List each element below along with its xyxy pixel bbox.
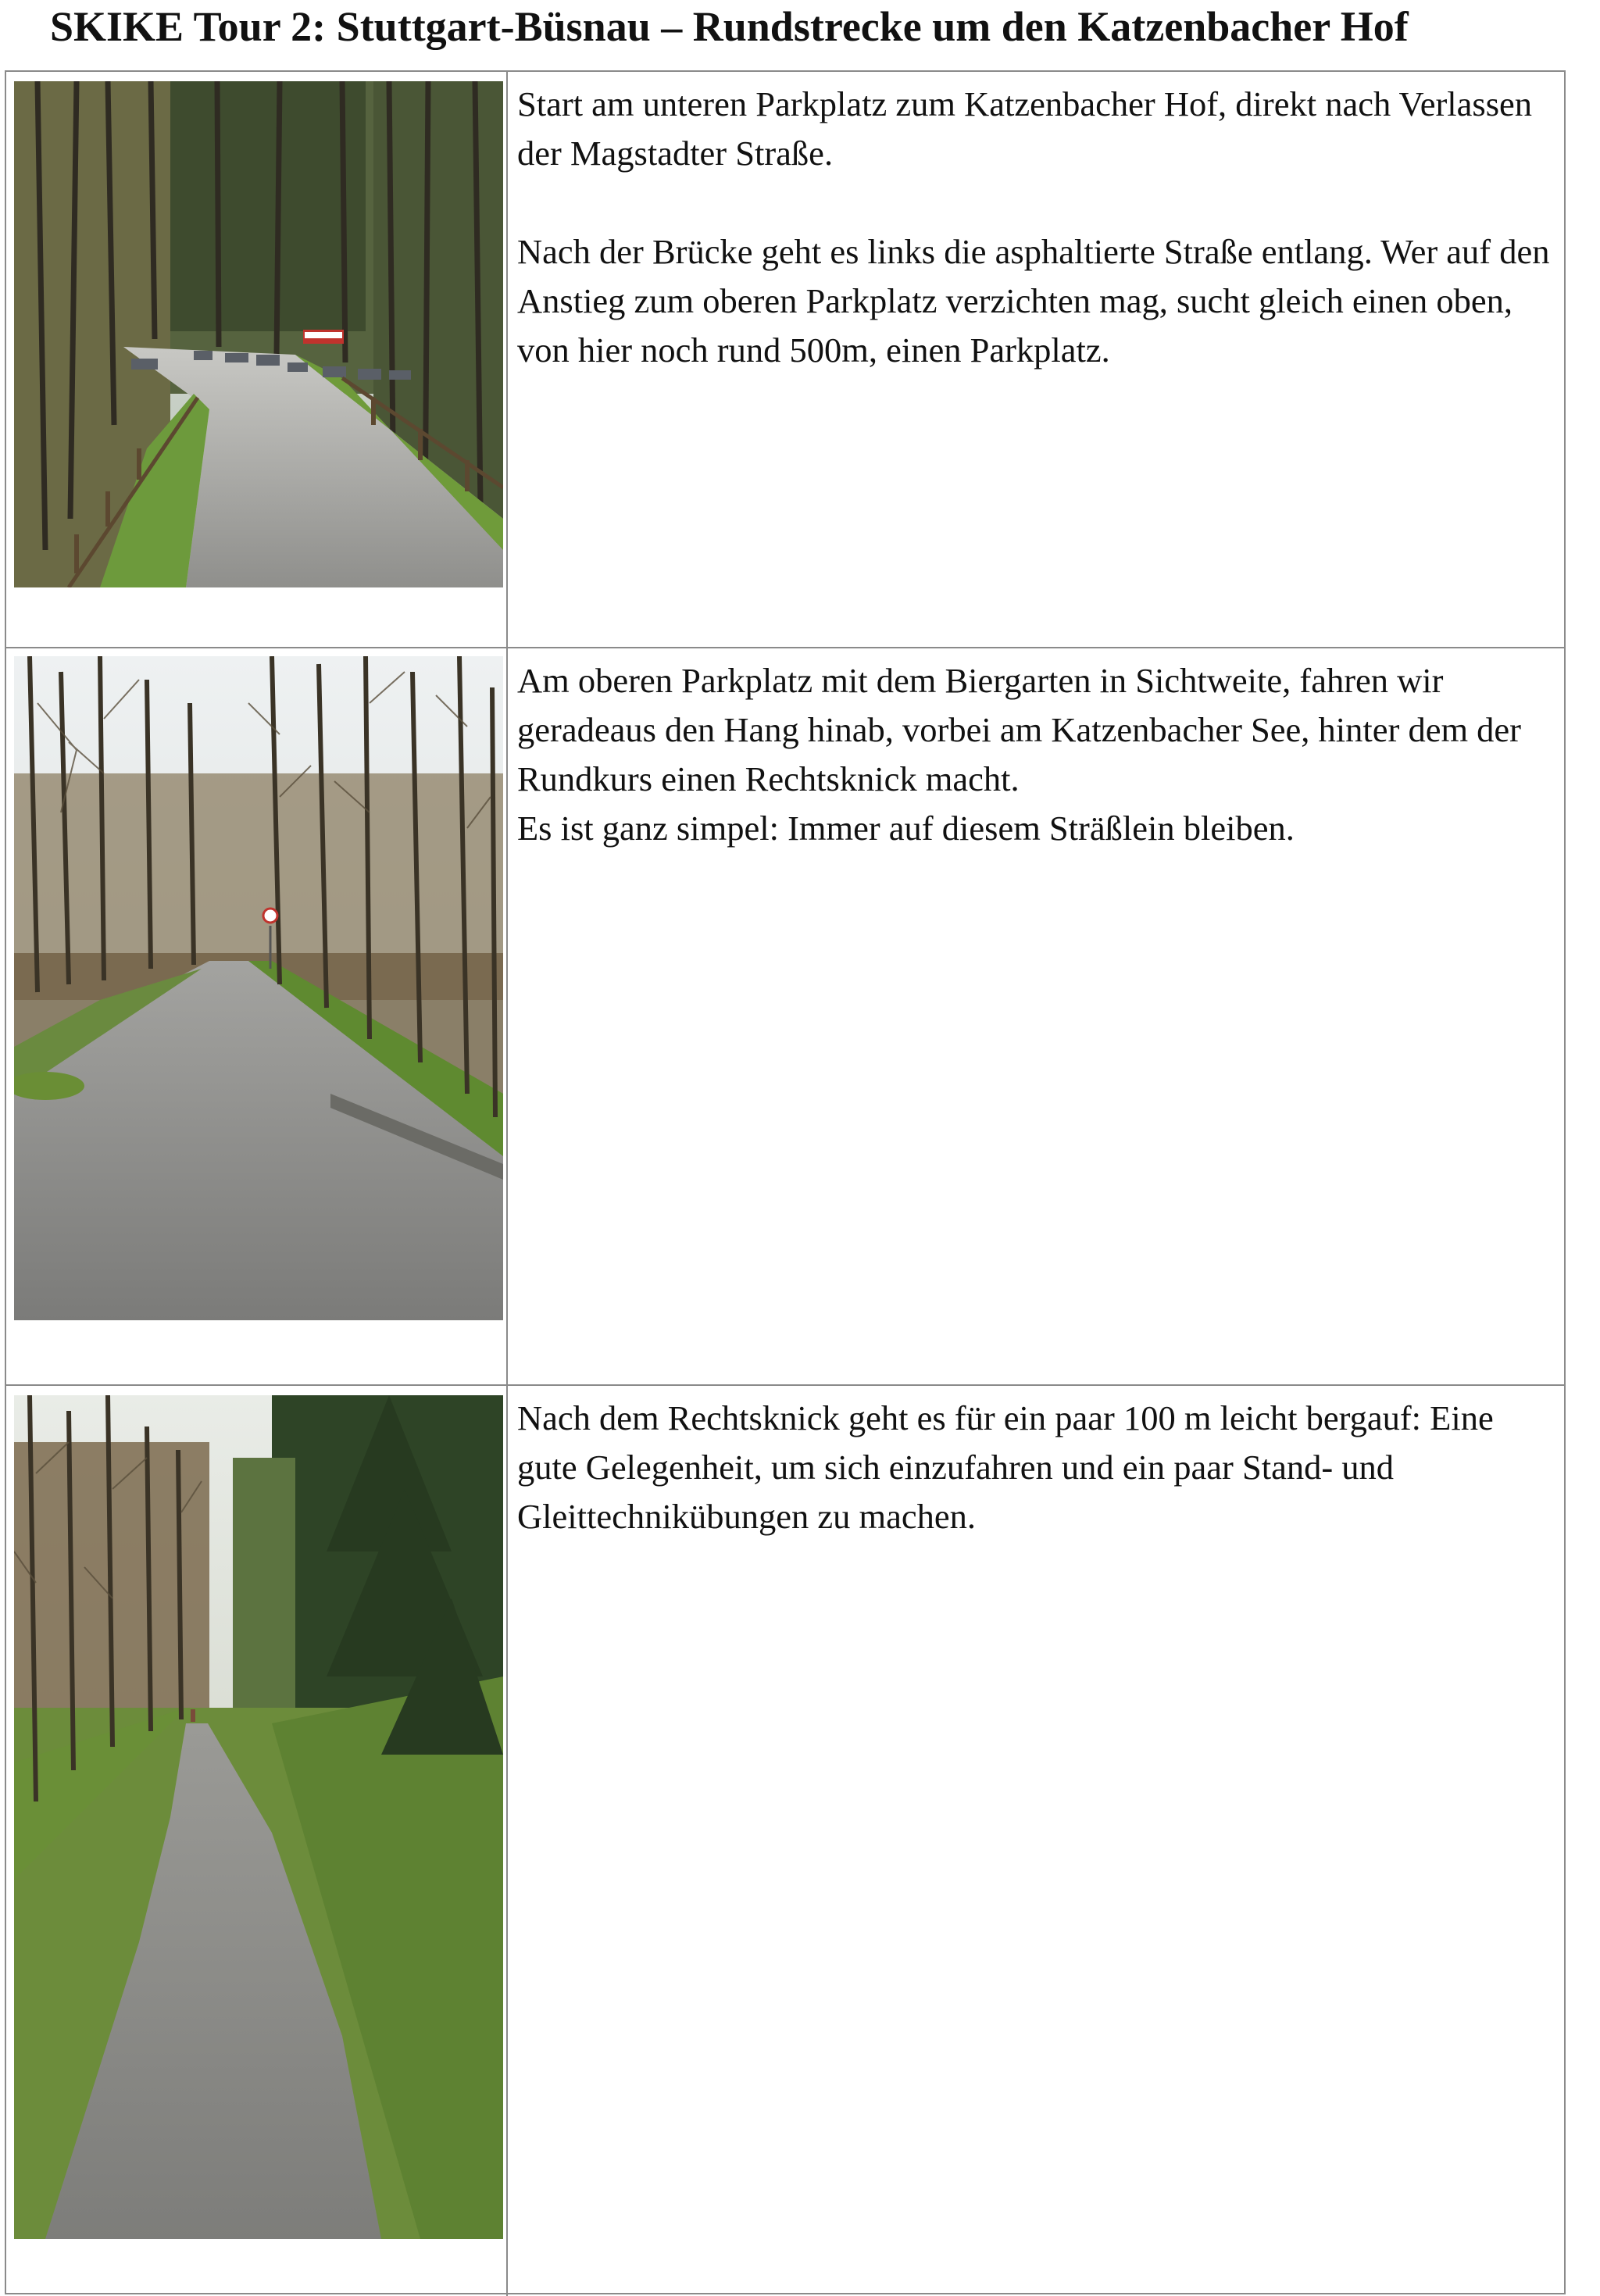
page-title: SKIKE Tour 2: Stuttgart-Büsnau – Rundstrecke um den Katzenbacher Hof: [50, 3, 1409, 50]
description-paragraph: Es ist ganz simpel: Immer auf diesem Sträßlein bleiben.: [517, 809, 1295, 848]
description-paragraph: Am oberen Parkplatz mit dem Biergarten in Sichtweite, fahren wir geradeaus den Hang hinab, vorbei am Katzenbacher See, hinter dem der Rundkurs einen Rechtsknick macht.: [517, 661, 1522, 798]
column-divider: [506, 1386, 508, 2296]
route-description-3: [517, 1394, 1561, 1541]
column-divider: [506, 648, 508, 1384]
route-photo-downhill: [14, 656, 503, 1320]
route-description-1: [517, 80, 1561, 375]
uphill-path-photo: [14, 1395, 503, 2239]
forest-road-photo: [14, 656, 503, 1320]
route-photo-uphill: [14, 1395, 503, 2239]
description-paragraph: Nach dem Rechtsknick geht es für ein paar 100 m leicht bergauf: Eine gute Gelegenheit, um sich einzufahren und ein paar Stand- und Gleittechnikübungen zu machen.: [517, 1398, 1494, 1536]
column-divider: [506, 72, 508, 647]
route-section-2: [6, 647, 1564, 1384]
route-table: [5, 70, 1566, 2294]
parking-road-photo: [14, 81, 503, 587]
description-paragraph: Start am unteren Parkplatz zum Katzenbacher Hof, direkt nach Verlassen der Magstadter Straße.: [517, 84, 1533, 173]
route-photo-parking: [14, 81, 503, 587]
route-description-2: [517, 656, 1561, 853]
description-paragraph: Nach der Brücke geht es links die asphaltierte Straße entlang. Wer auf den Anstieg zum oberen Parkplatz verzichten mag, sucht gleich einen oben, von hier noch rund 500m, einen Parkplatz.: [517, 232, 1550, 370]
route-section-3: [6, 1384, 1564, 2296]
route-section-1: [6, 72, 1564, 647]
